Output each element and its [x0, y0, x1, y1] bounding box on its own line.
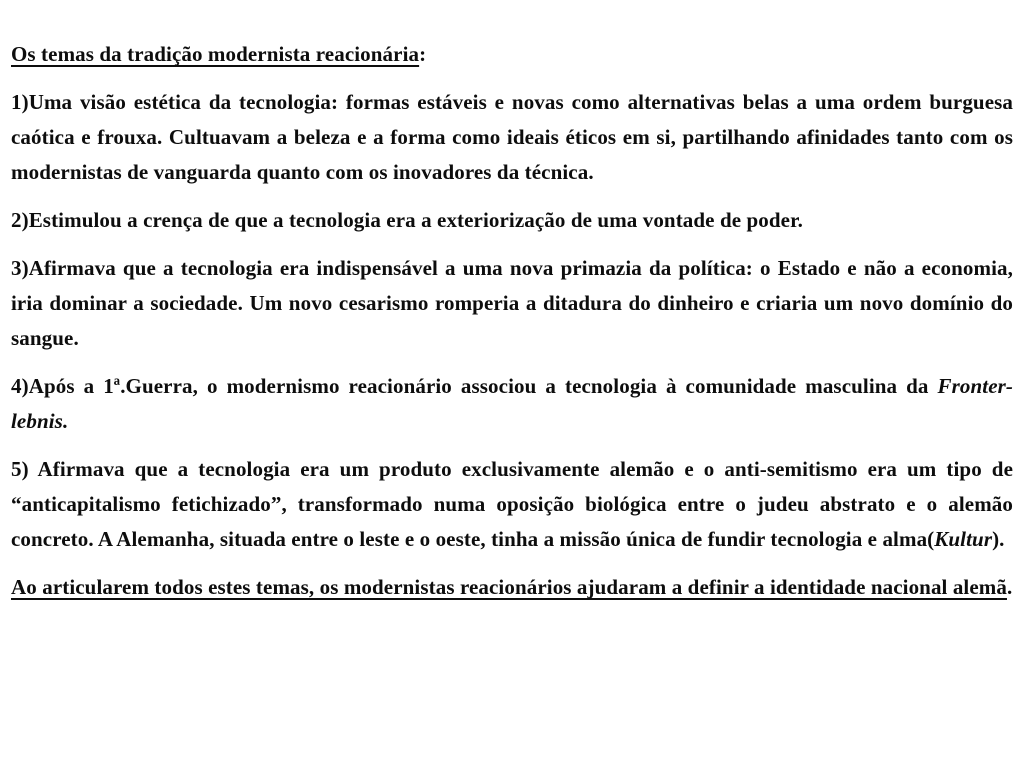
theme-item-5-text: 5) Afirmava que a tecnologia era um produto exclusivamente alemão e o anti-semitismo era um tipo de “anticapitalismo fetichizado”, transformado numa oposição biológica entre o judeu abstrato e o alemão concreto. A Alemanha, situada entre o leste e o oeste, tinha a missão única de fundir tecnologia e alma(: [11, 457, 1013, 551]
conclusion-text: Ao articularem todos estes temas, os modernistas reacionários ajudaram a definir a identidade nacional alemã: [11, 575, 1007, 599]
theme-item-2: [11, 203, 1013, 238]
theme-item-1: [11, 85, 1013, 190]
theme-item-4-text: 4)Após a 1ª.Guerra, o modernismo reacionário associou a tecnologia à comunidade masculina da: [11, 374, 938, 398]
theme-item-4: [11, 369, 1013, 439]
theme-item-5-italic-term: Kultur: [934, 527, 993, 551]
document-title-colon: :: [419, 42, 427, 66]
theme-item-2-text: 2)Estimulou a crença de que a tecnologia era a exteriorização de uma vontade de poder.: [11, 208, 803, 232]
theme-item-3-text: 3)Afirmava que a tecnologia era indispensável a uma nova primazia da política: o Estado e não a economia, iria dominar a sociedade. Um novo cesarismo romperia a ditadura do dinheiro e criaria um novo domínio do sangue.: [11, 256, 1013, 350]
theme-item-5: [11, 452, 1013, 557]
theme-item-4-italic-term: Fronter-lebnis.: [11, 374, 1013, 433]
document-title-text: Os temas da tradição modernista reacionária: [11, 42, 420, 66]
document-page: [11, 37, 1013, 605]
theme-item-5-text-end: ).: [992, 527, 1005, 551]
conclusion-period: .: [1006, 575, 1013, 599]
theme-item-1-text: 1)Uma visão estética da tecnologia: formas estáveis e novas como alternativas belas a uma ordem burguesa caótica e frouxa. Cultuavam a beleza e a forma como ideais éticos em si, partilhando afinidades tanto com os modernistas de vanguarda quanto com os inovadores da técnica.: [11, 90, 1013, 184]
conclusion-paragraph: [11, 570, 1013, 605]
document-title: [11, 37, 1013, 72]
theme-item-3: [11, 251, 1013, 356]
